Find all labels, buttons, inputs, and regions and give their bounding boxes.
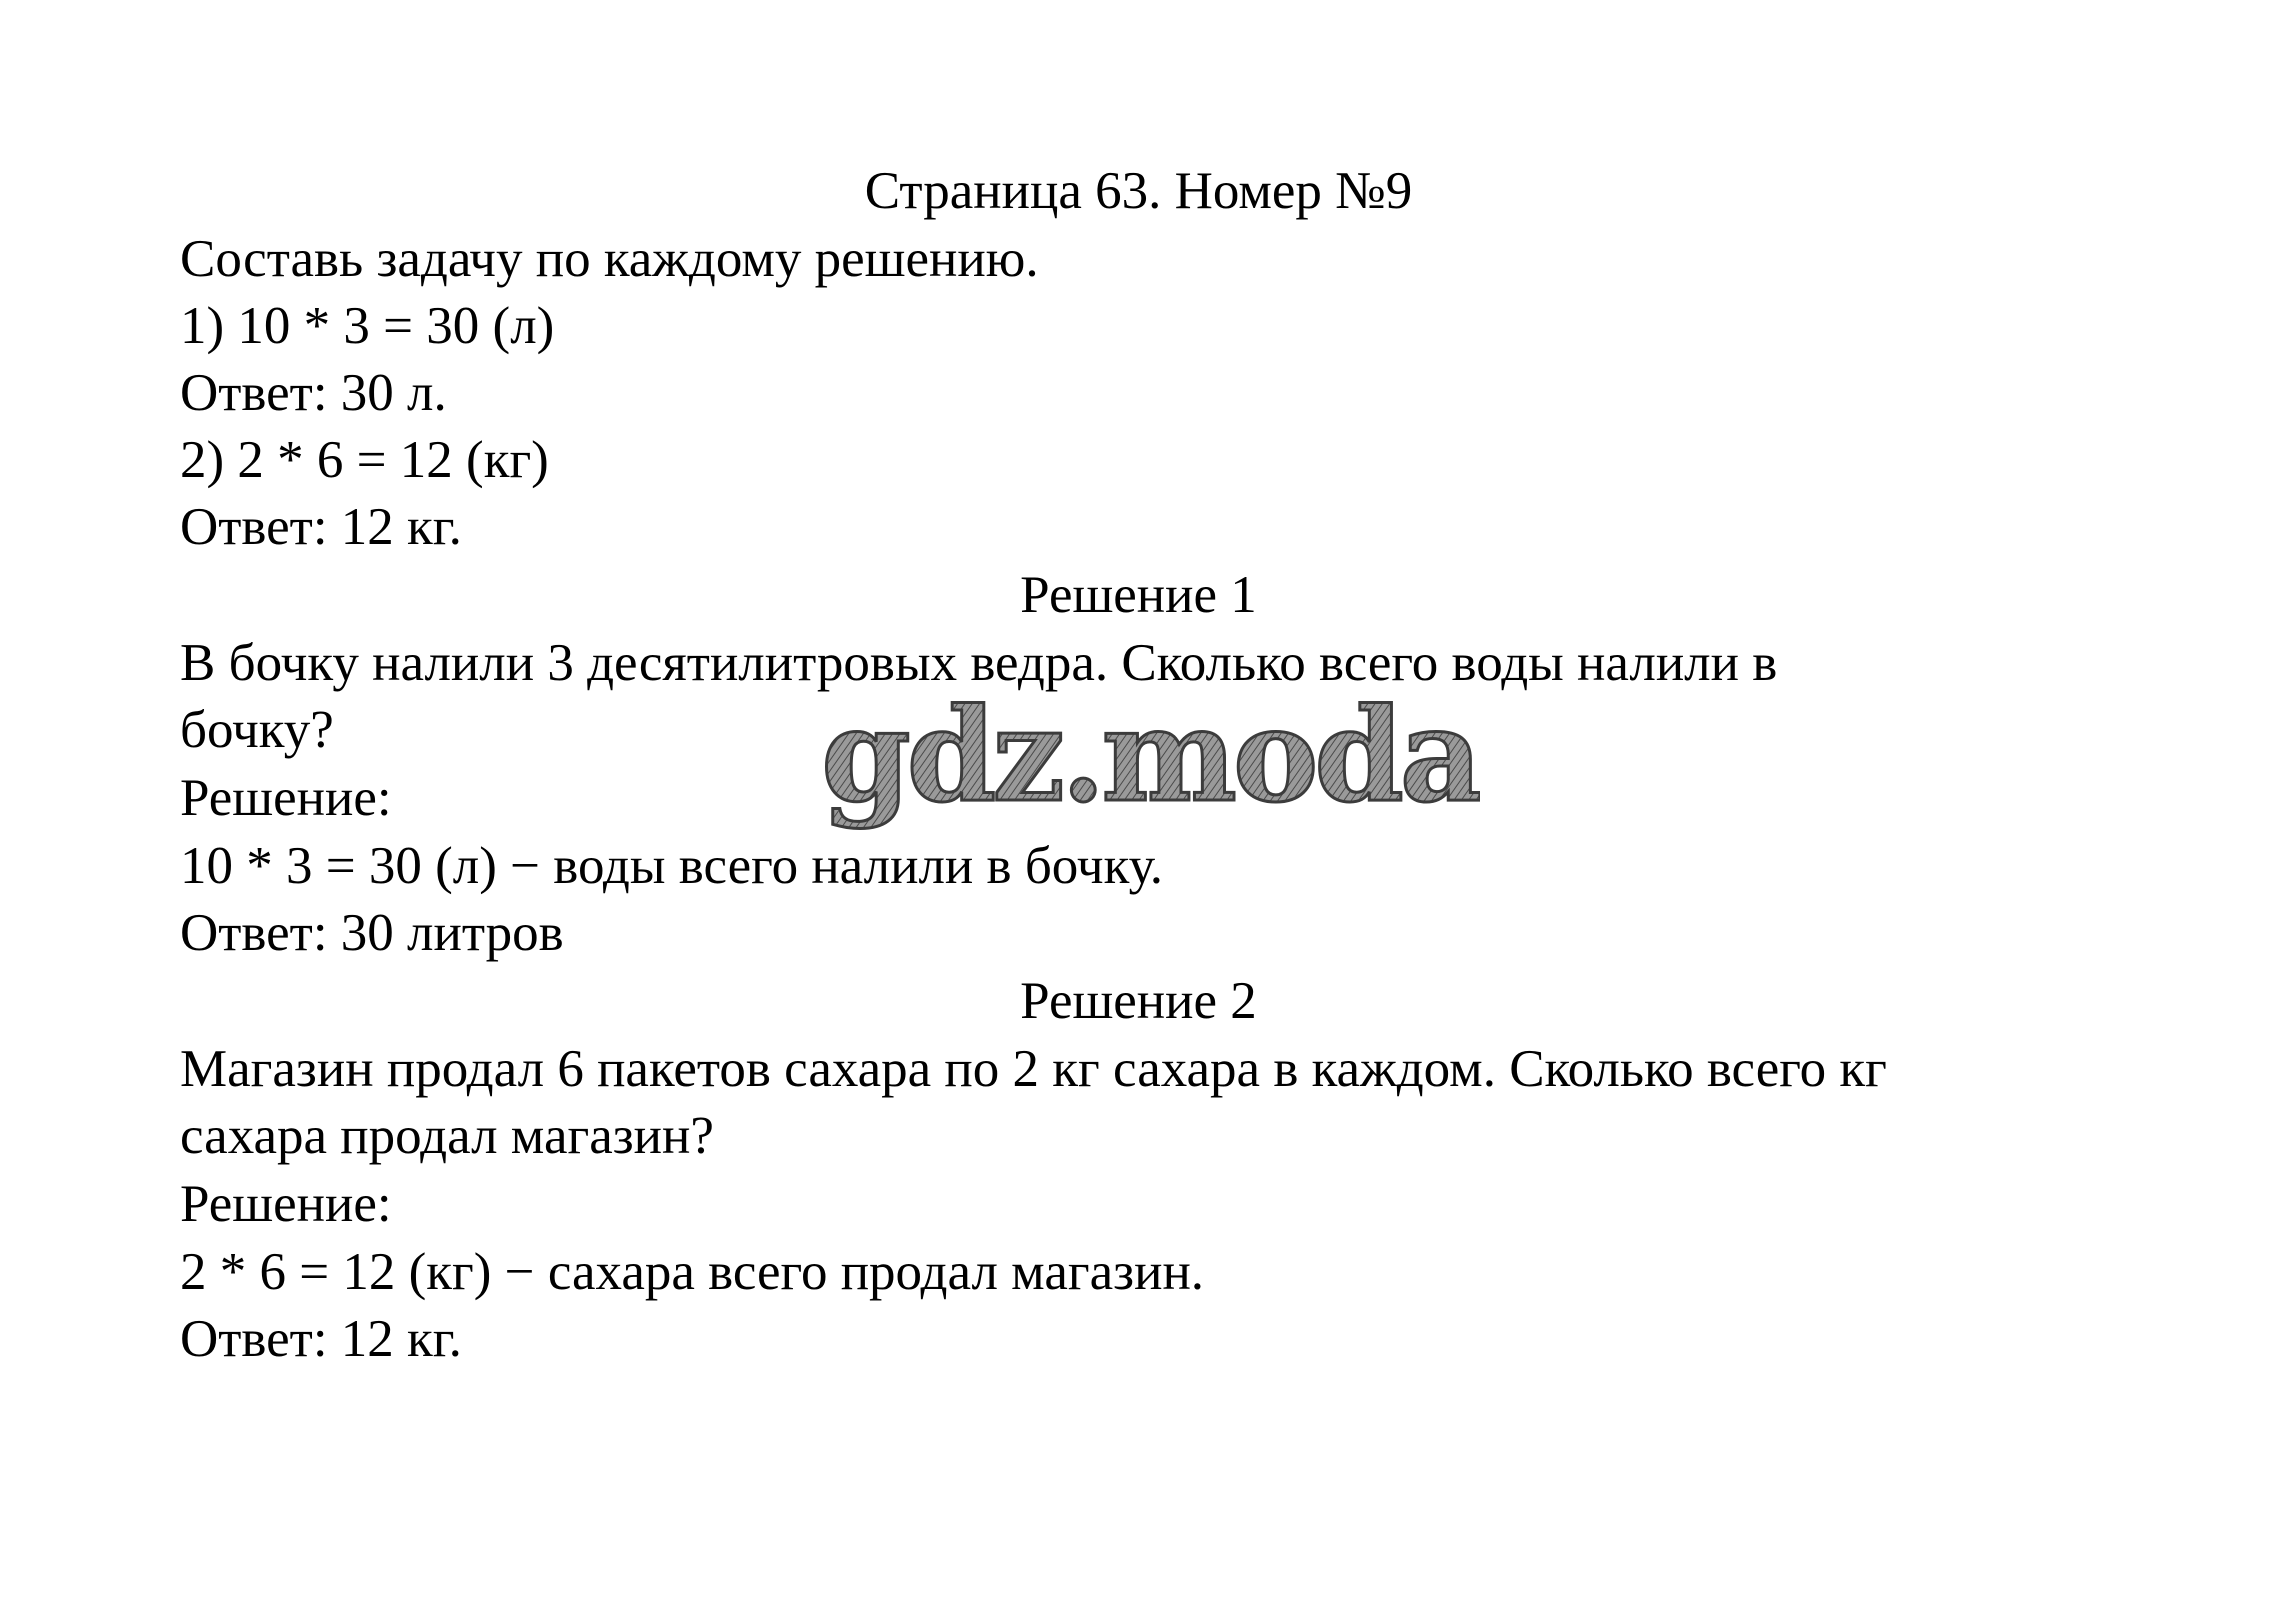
- solution2-heading: Решение 2: [1020, 972, 1257, 1030]
- task-item2-answer: Ответ: 12 кг.: [180, 498, 462, 556]
- solution1-problem-line1: В бочку налили 3 десятилитровых ведра. Сколько всего воды налили в: [180, 634, 1778, 692]
- task-item1-answer: Ответ: 30 л.: [180, 364, 447, 422]
- task-item1-expression: 1) 10 * 3 = 30 (л): [180, 297, 555, 355]
- solution2-label: Решение:: [180, 1175, 392, 1233]
- task-instruction: Составь задачу по каждому решению.: [180, 230, 1039, 288]
- solution2-problem-line2: сахара продал магазин?: [180, 1107, 714, 1165]
- solution2-problem-line1: Магазин продал 6 пакетов сахара по 2 кг сахара в каждом. Сколько всего кг: [180, 1040, 1887, 1098]
- watermark-logo: [820, 690, 1480, 840]
- solution2-answer: Ответ: 12 кг.: [180, 1310, 462, 1368]
- solution1-problem-line2: бочку?: [180, 701, 334, 759]
- solution1-label: Решение:: [180, 769, 392, 827]
- solution2-calculation: 2 * 6 = 12 (кг) − сахара всего продал магазин.: [180, 1243, 1205, 1301]
- solution1-heading: Решение 1: [1020, 566, 1257, 624]
- solution1-answer: Ответ: 30 литров: [180, 904, 564, 962]
- task-item2-expression: 2) 2 * 6 = 12 (кг): [180, 431, 549, 489]
- page-title: Страница 63. Номер №9: [864, 162, 1413, 220]
- solution1-calculation: 10 * 3 = 30 (л) − воды всего налили в бочку.: [180, 837, 1164, 895]
- watermark-text: gdz.moda: [821, 690, 1479, 831]
